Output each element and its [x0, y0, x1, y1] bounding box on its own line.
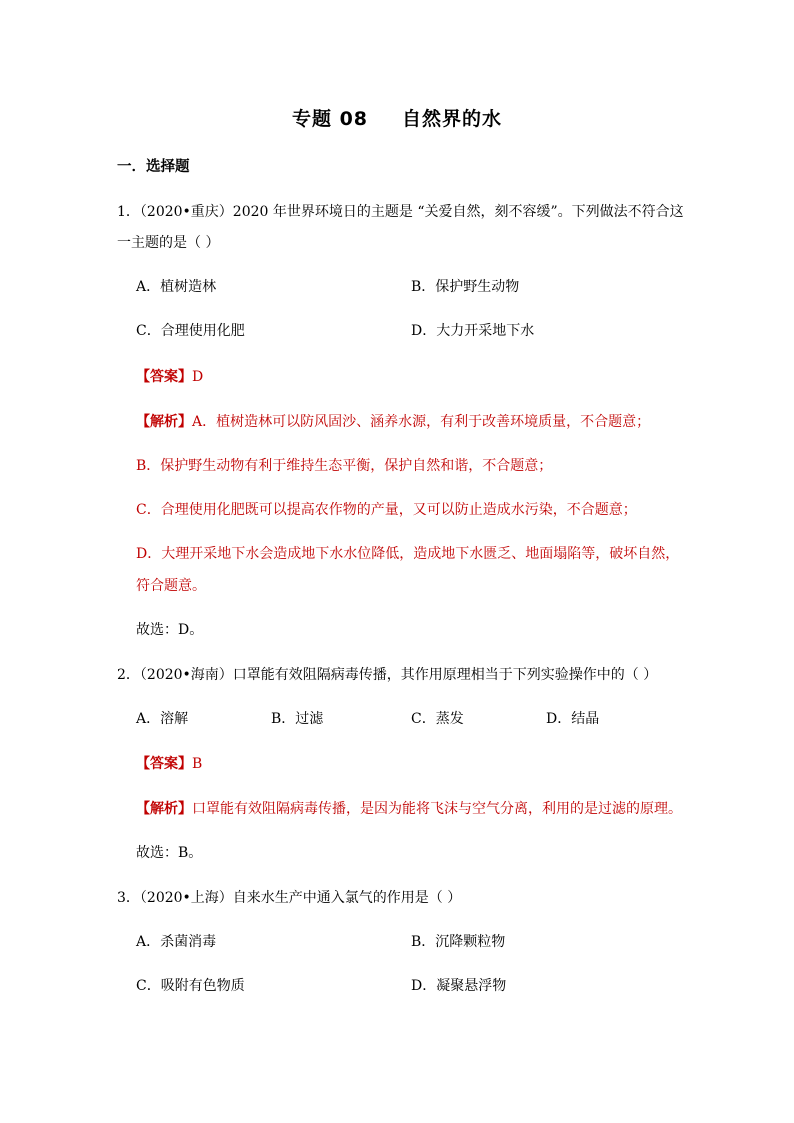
q1-analysis-d1: D．大理开采地下水会造成地下水水位降低，造成地下水匮乏、地面塌陷等，破坏自然， [136, 546, 680, 562]
q3-option-d: D．凝聚悬浮物 [411, 978, 507, 994]
q2-option-a: A．溶解 [136, 711, 189, 727]
q1-analysis-b: B．保护野生动物有利于维持生态平衡，保护自然和谐，不合题意； [136, 458, 553, 474]
q2-choose: 故选：B。 [136, 845, 203, 861]
q1-option-a: A．植树造林 [136, 279, 217, 295]
page-title [0, 104, 794, 131]
q1-analysis-d2: 符合题意。 [136, 578, 206, 594]
q2-answer-value: B [192, 756, 203, 772]
q2-analysis-text: 口罩能有效阻隔病毒传播，是因为能将飞沫与空气分离，利用的是过滤的原理。 [192, 801, 682, 817]
q1-option-c: C．合理使用化肥 [136, 323, 245, 339]
q1-answer-tag: 【答案】 [136, 369, 192, 385]
q3-option-c: C．吸附有色物质 [136, 978, 245, 994]
q2-answer [136, 754, 694, 774]
q1-answer [136, 367, 694, 387]
q2-option-d: D．结晶 [546, 711, 600, 727]
q2-analysis [136, 799, 694, 819]
q2-stem: 2．（2020•海南）口罩能有效阻隔病毒传播，其作用原理相当于下列实验操作中的（ ） [117, 667, 658, 683]
q2-option-b: B．过滤 [271, 711, 324, 727]
q1-analysis-a [136, 412, 694, 432]
q3-option-a: A．杀菌消毒 [136, 934, 217, 950]
q2-option-c: C．蒸发 [411, 711, 464, 727]
q3-stem: 3．（2020•上海）自来水生产中通入氯气的作用是（ ） [117, 890, 462, 906]
q1-option-b: B．保护野生动物 [411, 279, 520, 295]
q1-analysis-tag: 【解析】 [136, 414, 192, 430]
q1-analysis-a-text: A．植树造林可以防风固沙、涵养水源，有利于改善环境质量，不合题意； [192, 414, 651, 430]
title-number: 专题 08 [291, 108, 369, 130]
q1-analysis-c: C．合理使用化肥既可以提高农作物的产量，又可以防止造成水污染，不合题意； [136, 502, 637, 518]
section-heading: 一．选择题 [117, 159, 190, 175]
q1-choose: 故选：D。 [136, 622, 204, 638]
title-text: 自然界的水 [402, 108, 503, 130]
q3-option-b: B．沉降颗粒物 [411, 934, 506, 950]
q2-answer-tag: 【答案】 [136, 756, 192, 772]
q1-stem-line2: 一主题的是（ ） [117, 235, 220, 251]
q1-answer-value: D [192, 369, 204, 385]
q1-stem-line1: 1．（2020•重庆）2020 年世界环境日的主题是 “关爱自然，刻不容缓”。下列做法不符合这 [117, 204, 684, 220]
q1-option-d: D．大力开采地下水 [411, 323, 535, 339]
q2-analysis-tag: 【解析】 [136, 801, 192, 817]
